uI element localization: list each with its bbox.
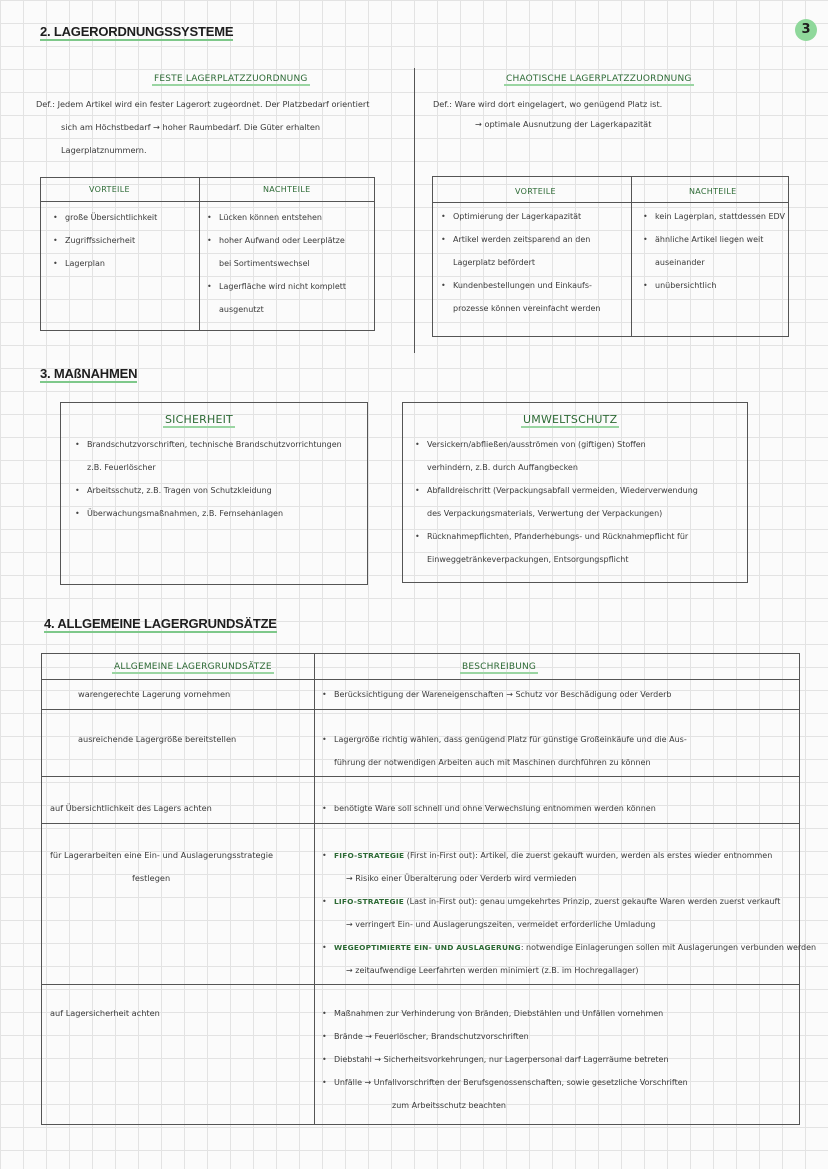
row-4-left: [50, 844, 273, 890]
list-item: • Überwachungsmaßnahmen, z.B. Fernsehanlagen: [75, 502, 342, 525]
list-item: • Abfalldreischritt (Verpackungsabfall vermeiden, Wiederverwendung: [415, 479, 698, 502]
feste-def-line: Lagerplatznummern.: [61, 145, 147, 155]
list-item: • benötigte Ware soll schnell und ohne Verwechslung entnommen werden können: [322, 797, 656, 820]
list-item: • Artikel werden zeitsparend an den: [441, 228, 600, 251]
umweltschutz-box: [402, 402, 748, 583]
row-3-left: auf Übersichtlichkeit des Lagers achten: [50, 803, 212, 813]
section-divider: [414, 68, 415, 353]
section-2-title: 2. LAGERORDNUNGSSYSTEME: [40, 24, 234, 39]
row-4-left-line: festlegen: [132, 873, 171, 883]
list-item: • Kundenbestellungen und Einkaufs-: [441, 274, 600, 297]
feste-definition: [36, 93, 406, 162]
feste-def-line: sich am Höchstbedarf → hoher Raumbedarf. Die Güter erhalten: [61, 122, 321, 132]
fifo-arrow: → Risiko einer Überalterung oder Verderb wird vermieden: [346, 874, 577, 883]
list-item: • Arbeitsschutz, z.B. Tragen von Schutzkleidung: [75, 479, 342, 502]
row-4-right: [322, 844, 816, 982]
lifo-arrow: → verringert Ein- und Auslagerungszeiten, vermeidet erforderliche Umladung: [346, 920, 656, 929]
list-item: • Diebstahl → Sicherheitsvorkehrungen, nur Lagerpersonal darf Lagerräume betreten: [322, 1048, 688, 1071]
list-item-continued: bei Sortimentswechsel: [219, 259, 310, 268]
sicherheit-box: [60, 402, 368, 585]
feste-table: [40, 177, 375, 331]
row-2-left: ausreichende Lagergröße bereitstellen: [78, 734, 237, 744]
chaotische-table: [432, 176, 789, 337]
fifo-item: • FIFO-STRATEGIE (First in-First out): Artikel, die zuerst gekauft wurden, werden als erstes wieder entnommen: [322, 844, 816, 867]
list-item: • Lagerfläche wird nicht komplett: [207, 275, 346, 298]
chaotische-nachteile-label: NACHTEILE: [689, 187, 737, 196]
list-item: • kein Lagerplan, stattdessen EDV: [643, 205, 785, 228]
list-item-continued: z.B. Feuerlöscher: [87, 463, 156, 472]
list-item-continued: Einweggetränkeverpackungen, Entsorgungspflicht: [427, 555, 629, 564]
sicherheit-heading: SICHERHEIT: [165, 413, 233, 426]
feste-nachteile-list: [207, 206, 346, 321]
section-3-title: 3. MAßNAHMEN: [40, 366, 138, 381]
list-item: • Berücksichtigung der Wareneigenschaften → Schutz vor Beschädigung oder Verderb: [322, 683, 672, 706]
list-item: • ähnliche Artikel liegen weit: [643, 228, 785, 251]
lifo-item: • LIFO-STRATEGIE (Last in-First out): genau umgekehrtes Prinzip, zuerst gekaufte Waren werden zuerst verkauft: [322, 890, 816, 913]
row-4-left-line: für Lagerarbeiten eine Ein- und Auslagerungsstrategie: [50, 850, 274, 860]
list-item-continued: auseinander: [655, 258, 705, 267]
chaotische-nachteile-list: [643, 205, 785, 297]
list-item: • Maßnahmen zur Verhinderung von Bränden, Diebstählen und Unfällen vornehmen: [322, 1002, 688, 1025]
sicherheit-list: [75, 433, 342, 525]
page-number-badge: 3: [795, 19, 817, 41]
weg-item: • WEGEOPTIMIERTE EIN- UND AUSLAGERUNG: notwendige Einlagerungen sollen mit Auslagerungen verbunden werden: [322, 936, 816, 959]
list-item: • Brandschutzvorschriften, technische Brandschutzvorrichtungen: [75, 433, 342, 456]
feste-vorteile-label: VORTEILE: [89, 185, 130, 194]
row-1-left: warengerechte Lagerung vornehmen: [78, 689, 231, 699]
list-item: • Unfälle → Unfallvorschriften der Berufsgenossenschaften, sowie gesetzliche Vorschriften: [322, 1071, 688, 1094]
list-item: • hoher Aufwand oder Leerplätze: [207, 229, 346, 252]
list-item: • große Übersichtlichkeit: [53, 206, 157, 229]
row-1-right: [322, 683, 672, 706]
list-item: • Optimierung der Lagerkapazität: [441, 205, 600, 228]
section-4-title: 4. ALLGEMEINE LAGERGRUNDSÄTZE: [44, 616, 277, 631]
row-3-right: [322, 797, 656, 820]
list-item-continued: führung der notwendigen Arbeiten auch mit Maschinen durchführen zu können: [334, 758, 651, 767]
list-item-continued: verhindern, z.B. durch Auffangbecken: [427, 463, 578, 472]
list-item: • unübersichtlich: [643, 274, 785, 297]
chaotische-heading: CHAOTISCHE LAGERPLATZZUORDNUNG: [506, 74, 692, 84]
list-item: • Rücknahmepflichten, Pfanderhebungs- und Rücknahmepflicht für: [415, 525, 698, 548]
feste-heading: FESTE LAGERPLATZZUORDNUNG: [154, 74, 308, 84]
chaotische-vorteile-list: [441, 205, 600, 320]
list-item-continued: des Verpackungsmaterials, Verwertung der Verpackungen): [427, 509, 663, 518]
umweltschutz-list: [415, 433, 698, 571]
list-item-continued: Lagerplatz befördert: [453, 258, 536, 267]
col-header-grundsaetze: ALLGEMEINE LAGERGRUNDSÄTZE: [114, 662, 272, 672]
list-item-continued: prozesse können vereinfacht werden: [453, 304, 601, 313]
feste-nachteile-label: NACHTEILE: [263, 185, 311, 194]
list-item: • Lagergröße richtig wählen, dass genügend Platz für günstige Großeinkäufe und die Aus-: [322, 728, 687, 751]
chaotische-def-arrow: → optimale Ausnutzung der Lagerkapazität: [475, 119, 652, 129]
weg-arrow: → zeitaufwendige Leerfahrten werden minimiert (z.B. im Hochregallager): [346, 966, 639, 975]
chaotische-def-line: Def.: Ware wird dort eingelagert, wo genügend Platz ist.: [433, 99, 663, 109]
lagergrundsaetze-table: [41, 653, 817, 1125]
umweltschutz-heading: UMWELTSCHUTZ: [523, 413, 618, 426]
row-5-right: [322, 1002, 688, 1117]
chaotische-vorteile-label: VORTEILE: [515, 187, 556, 196]
list-item: • Brände → Feuerlöscher, Brandschutzvorschriften: [322, 1025, 688, 1048]
list-item: • Versickern/abfließen/ausströmen von (giftigen) Stoffen: [415, 433, 698, 456]
row-5-left: auf Lagersicherheit achten: [50, 1008, 160, 1018]
col-header-beschreibung: BESCHREIBUNG: [462, 662, 537, 672]
feste-def-line: Def.: Jedem Artikel wird ein fester Lagerort zugeordnet. Der Platzbedarf orientiert: [36, 99, 370, 109]
list-item-continued: ausgenutzt: [219, 305, 264, 314]
feste-vorteile-list: [53, 206, 157, 275]
list-item: • Lagerplan: [53, 252, 157, 275]
list-item-continued: zum Arbeitsschutz beachten: [392, 1101, 506, 1110]
list-item: • Zugriffssicherheit: [53, 229, 157, 252]
list-item: • Lücken können entstehen: [207, 206, 346, 229]
chaotische-definition: [433, 93, 813, 132]
row-2-right: [322, 728, 687, 774]
